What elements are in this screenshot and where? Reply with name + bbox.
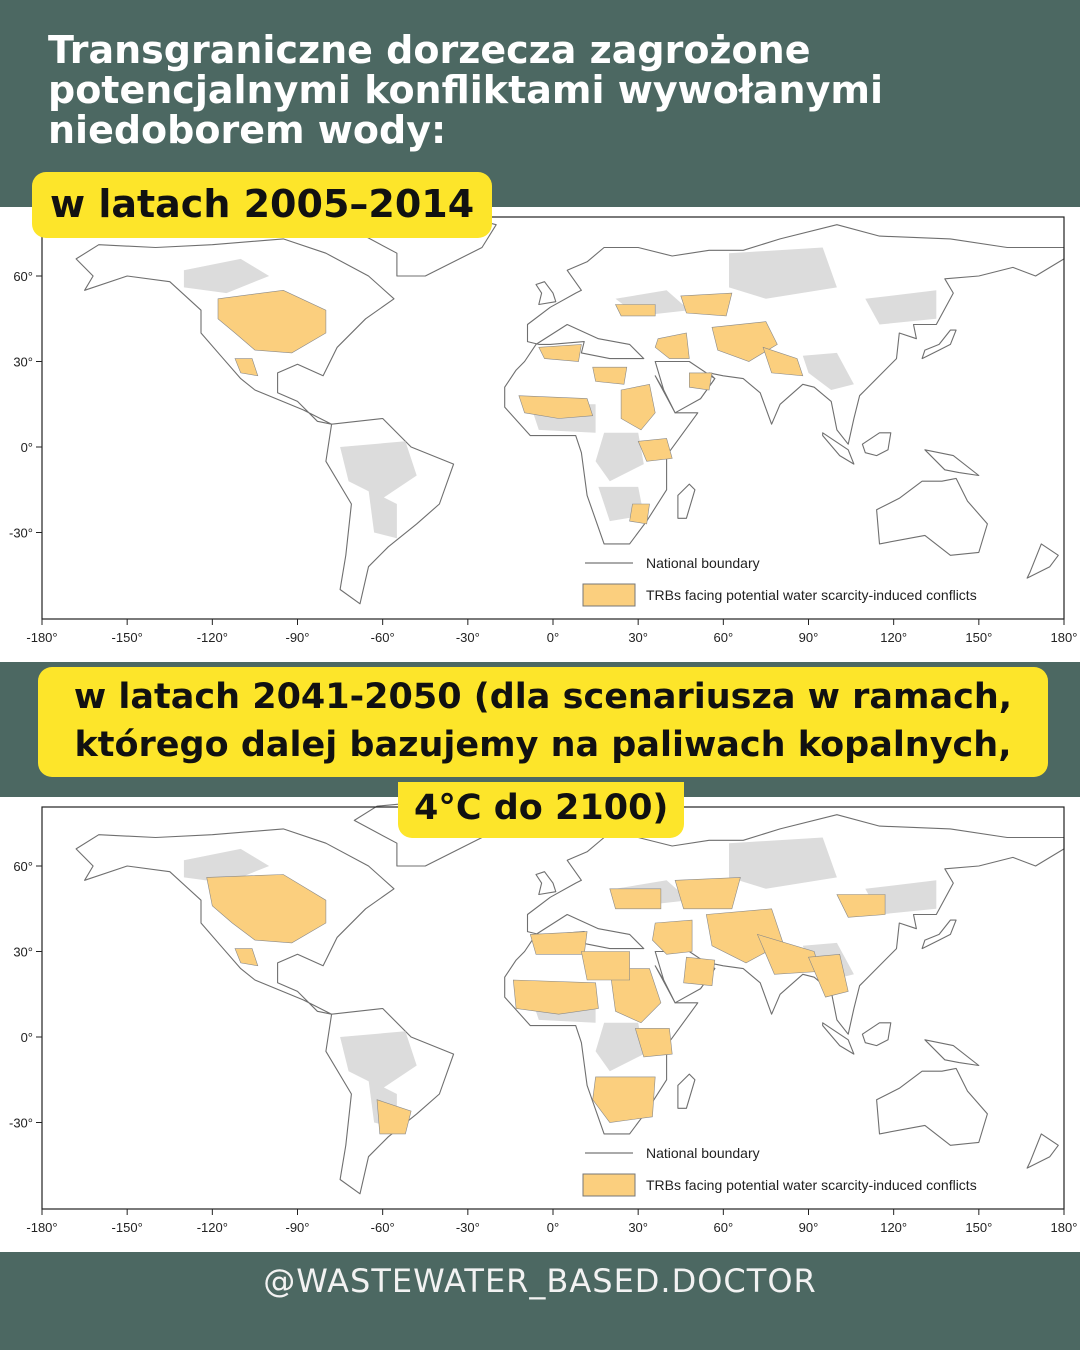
- x-tick-label: 120°: [880, 1220, 908, 1235]
- trb-region: [681, 293, 732, 316]
- land-japan: [922, 330, 956, 359]
- x-tick-label: 180°: [1050, 630, 1078, 645]
- headline-line-3: niedoborem wody:: [48, 108, 447, 152]
- land-madagascar: [678, 484, 695, 518]
- x-tick-label: -120°: [196, 630, 228, 645]
- trb-region: [610, 889, 661, 909]
- y-tick-label: 60°: [13, 859, 33, 874]
- land-new-guinea: [925, 450, 979, 476]
- legend-boundary-label: National boundary: [646, 555, 760, 571]
- x-tick-label: 150°: [965, 630, 993, 645]
- map-panel-2005-2014: [0, 207, 1080, 662]
- trb-region: [675, 877, 740, 908]
- x-tick-label: -120°: [196, 1220, 228, 1235]
- y-tick-label: -30°: [9, 525, 33, 541]
- x-tick-label: -180°: [26, 1220, 58, 1235]
- headline: [48, 30, 948, 150]
- x-tick-label: 0°: [546, 1220, 560, 1235]
- land-japan: [922, 920, 956, 949]
- trb-region: [630, 504, 650, 524]
- land-new-zealand: [1027, 544, 1058, 578]
- world-map-2005-2014: [0, 207, 1080, 662]
- period-label-2041-2050-line-2: którego dalej bazujemy na paliwach kopalnych,: [74, 725, 1012, 765]
- x-tick-label: 180°: [1050, 1220, 1078, 1235]
- land-uk: [536, 872, 556, 895]
- y-tick-label: 30°: [13, 944, 33, 960]
- footer-handle: @WASTEWATER_BASED.DOCTOR: [263, 1262, 817, 1300]
- headline-line-1: Transgraniczne dorzecza zagrożone: [48, 28, 811, 72]
- y-axis: [9, 269, 42, 541]
- legend-trb-swatch: [583, 584, 635, 606]
- x-tick-label: 150°: [965, 1220, 993, 1235]
- x-tick-label: -60°: [370, 630, 395, 645]
- trb-region: [530, 932, 587, 955]
- x-tick-label: -150°: [111, 1220, 143, 1235]
- y-tick-label: 0°: [20, 1030, 33, 1045]
- legend-trb-swatch: [583, 1174, 635, 1196]
- trb-region: [689, 373, 712, 390]
- trb-region: [593, 367, 627, 384]
- x-tick-label: -180°: [26, 630, 58, 645]
- legend-boundary-label: National boundary: [646, 1145, 760, 1161]
- period-label-2005-2014: w latach 2005–2014: [32, 172, 492, 238]
- map-panel-2041-2050: [0, 797, 1080, 1252]
- x-tick-label: 120°: [880, 630, 908, 645]
- headline-line-2: potencjalnymi konfliktami wywołanymi: [48, 68, 883, 112]
- trb-region: [581, 952, 629, 981]
- land-new-guinea: [925, 1040, 979, 1066]
- x-axis: [26, 619, 1077, 645]
- x-tick-label: 60°: [713, 630, 734, 645]
- period-label-2041-2050: [38, 667, 1048, 777]
- x-tick-label: 90°: [798, 1220, 819, 1235]
- x-axis: [26, 1209, 1077, 1235]
- x-tick-label: 30°: [628, 630, 649, 645]
- x-tick-label: -150°: [111, 630, 143, 645]
- trb-region: [539, 344, 582, 361]
- land-borneo: [862, 433, 890, 456]
- x-tick-label: -90°: [285, 1220, 310, 1235]
- land-borneo: [862, 1023, 890, 1046]
- y-axis: [9, 859, 42, 1131]
- trb-region: [684, 957, 715, 986]
- y-tick-label: 30°: [13, 354, 33, 370]
- trb-region: [616, 305, 656, 316]
- x-tick-label: 30°: [628, 1220, 649, 1235]
- land-madagascar: [678, 1074, 695, 1108]
- legend-trb-label: TRBs facing potential water scarcity-induced conflicts: [646, 587, 977, 603]
- x-tick-label: -90°: [285, 630, 310, 645]
- world-map-2041-2050: [0, 797, 1080, 1252]
- period-label-2041-2050-line-1: w latach 2041-2050 (dla scenariusza w ramach,: [73, 677, 1013, 717]
- x-tick-label: -30°: [455, 630, 480, 645]
- x-tick-label: -60°: [370, 1220, 395, 1235]
- land-new-zealand: [1027, 1134, 1058, 1168]
- legend: [583, 555, 977, 606]
- land-uk: [536, 282, 556, 305]
- x-tick-label: -30°: [455, 1220, 480, 1235]
- land-australia: [877, 1068, 988, 1145]
- y-tick-label: 0°: [20, 440, 33, 455]
- legend: [583, 1145, 977, 1196]
- trb-region: [513, 980, 598, 1014]
- x-tick-label: 60°: [713, 1220, 734, 1235]
- y-tick-label: 60°: [13, 269, 33, 284]
- land-australia: [877, 478, 988, 555]
- x-tick-label: 0°: [546, 630, 560, 645]
- y-tick-label: -30°: [9, 1115, 33, 1131]
- x-tick-label: 90°: [798, 630, 819, 645]
- period-label-2041-2050-tail: 4°C do 2100): [398, 782, 684, 838]
- legend-trb-label: TRBs facing potential water scarcity-induced conflicts: [646, 1177, 977, 1193]
